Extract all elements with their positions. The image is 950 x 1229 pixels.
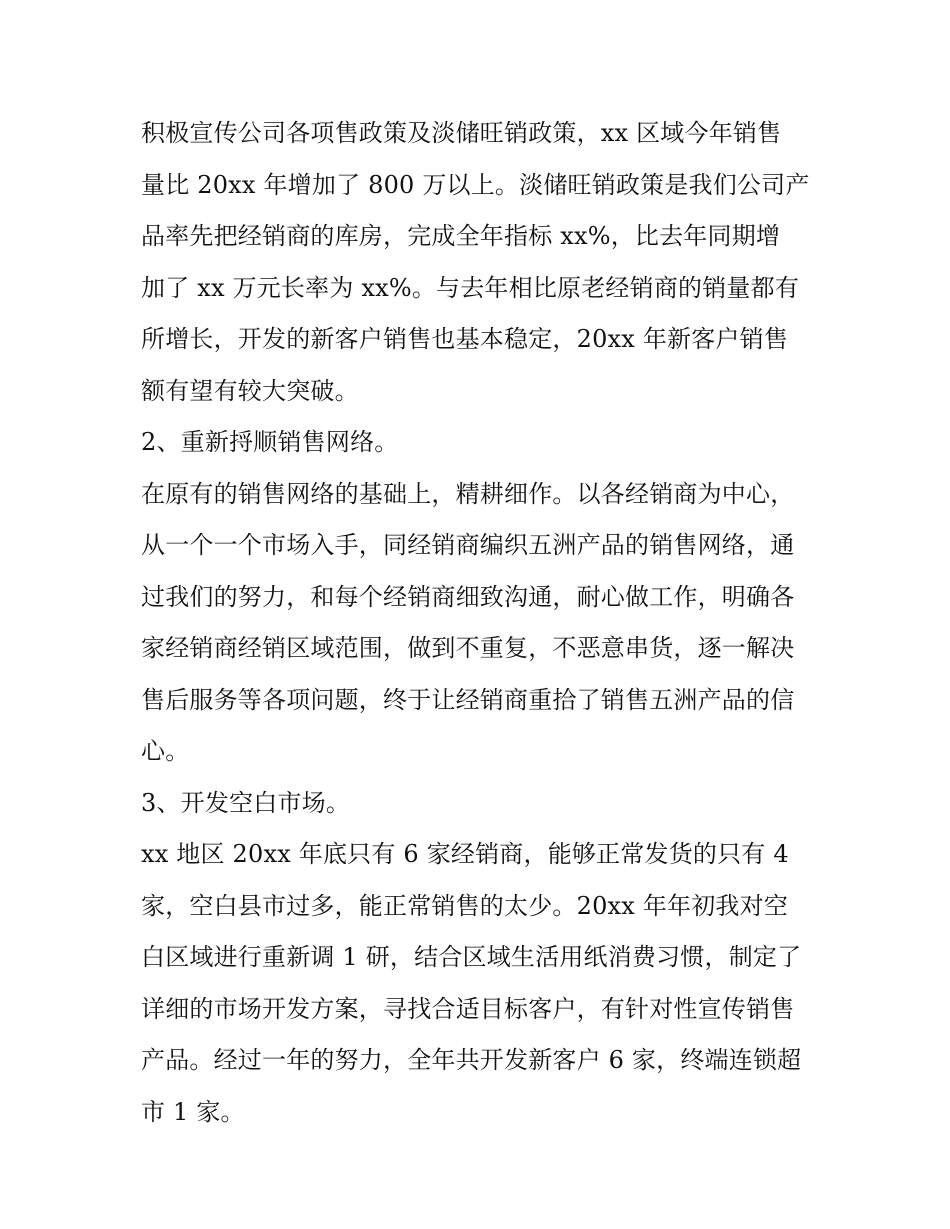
text-line: 额有望有较大突破。 bbox=[141, 376, 359, 405]
text-line: 心。 bbox=[141, 737, 190, 765]
text-line: 积极宣传公司各项售政策及淡储旺销政策，xx 区域今年销售 bbox=[141, 119, 782, 147]
document-body bbox=[141, 108, 813, 1138]
text-line: 详细的市场开发方案，寻找合适目标客户，有针对性宣传销售 bbox=[141, 994, 795, 1023]
text-line: 加了 xx 万元长率为 xx%。与去年相比原老经销商的销量都有 bbox=[141, 273, 800, 302]
text-line: 过我们的努力，和每个经销商细致沟通，耐心做工作，明确各 bbox=[141, 582, 795, 611]
text-line: 家经销商经销区域范围，做到不重复，不恶意串货，逐一解决 bbox=[141, 634, 795, 662]
text-line: xx 地区 20xx 年底只有 6 家经销商，能够正常发货的只有 4 bbox=[141, 840, 789, 868]
text-line: 量比 20xx 年增加了 800 万以上。淡储旺销政策是我们公司产 bbox=[141, 170, 810, 199]
text-line: 家，空白县市过多，能正常销售的太少。20xx 年年初我对空 bbox=[141, 891, 789, 920]
section-heading: 3、开发空白市场。 bbox=[141, 788, 351, 817]
text-line: 产品。经过一年的努力，全年共开发新客户 6 家，终端连锁超 bbox=[141, 1046, 802, 1074]
text-line: 白区域进行重新调 1 研，结合区域生活用纸消费习惯，制定了 bbox=[141, 943, 802, 971]
text-line: 品率先把经销商的库房，完成全年指标 xx%，比去年同期增 bbox=[141, 222, 781, 250]
text-line: 市 1 家。 bbox=[141, 1097, 245, 1126]
text-line: 所增长，开发的新客户销售也基本稳定，20xx 年新客户销售 bbox=[141, 325, 789, 353]
text-line: 售后服务等各项问题，终于让经销商重拾了销售五洲产品的信 bbox=[141, 685, 795, 714]
text-line: 在原有的销售网络的基础上，精耕细作。以各经销商为中心， bbox=[141, 479, 795, 508]
section-heading: 2、重新捋顺销售网络。 bbox=[141, 428, 399, 456]
text-line: 从一个一个市场入手，同经销商编织五洲产品的销售网络，通 bbox=[141, 531, 795, 559]
